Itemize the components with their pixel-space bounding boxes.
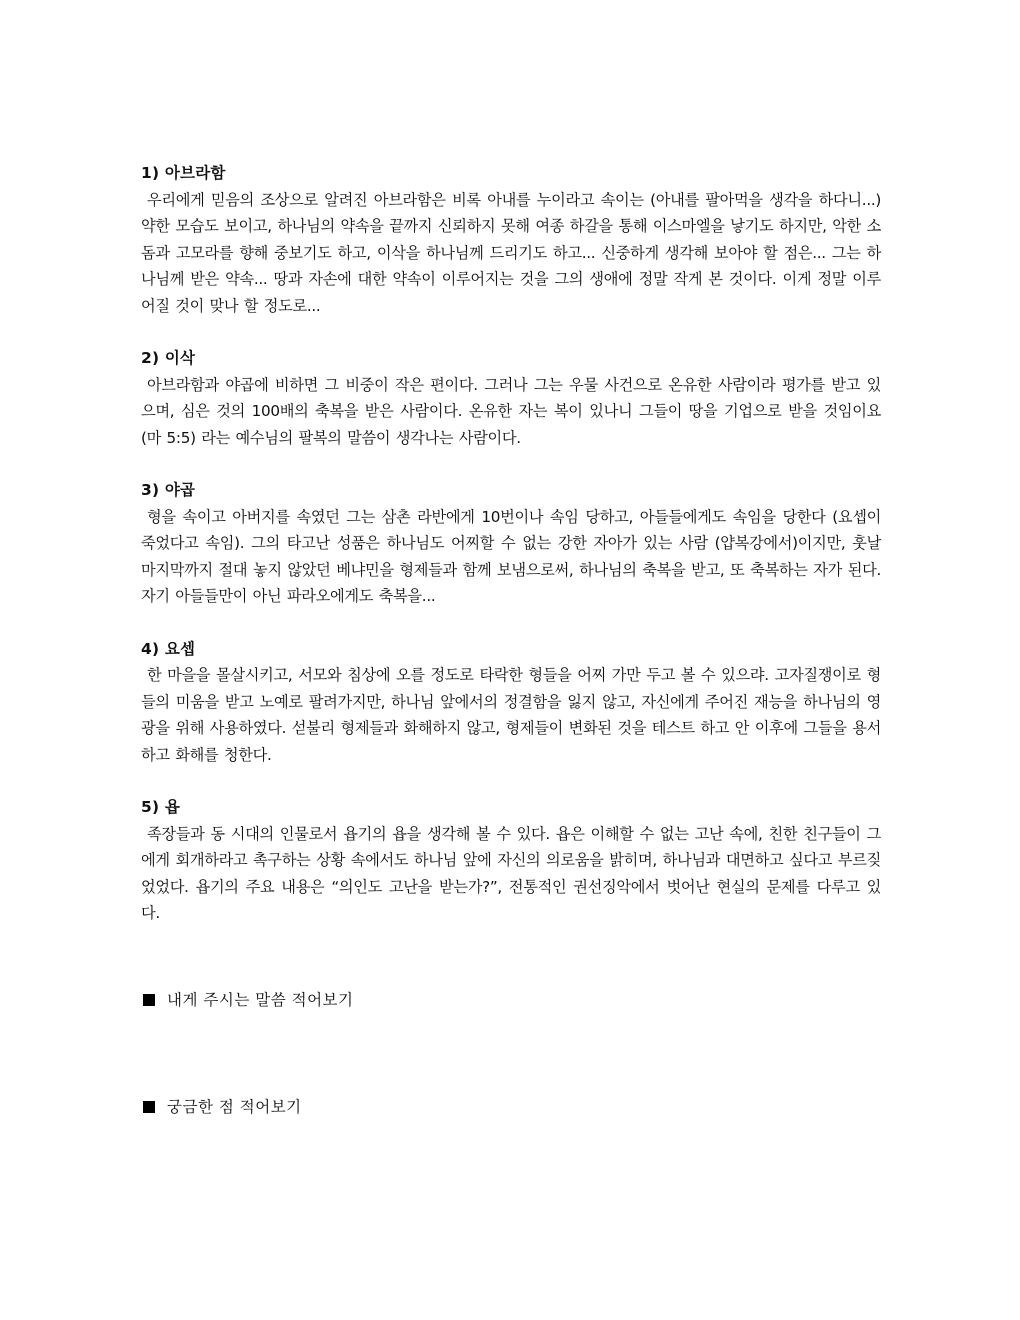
prompt-write-questions [143, 1095, 302, 1119]
section-paragraph [141, 821, 881, 927]
black-square-icon [143, 1101, 155, 1113]
prompt-label: 내게 주시는 말씀 적어보기 [167, 991, 354, 1009]
section-paragraph [141, 504, 881, 610]
section-jacob [141, 477, 881, 610]
section-joseph [141, 636, 881, 769]
section-abraham [141, 160, 881, 319]
paragraph-text: 우리에게 믿음의 조상으로 알려진 아브라함은 비록 아내를 누이라고 속이는 (아내를 팔아먹을 생각을 하다니...) 약한 모습도 보이고, 하나님의 약속을 끝까지 신뢰하지 못해 여종 하갈을 통해 이스마엘을 낳기도 하지만, 악한 소돔과 고모라를 향해 중보기도 하고, 이삭을 하나님께 드리기도 하고... 신중하게 생각해 보아야 할 점은... 그는 하나님께 받은 약속... 땅과 자손에 대한 약속이 이루어지는 것을 그의 생애에 정말 작게 본 것이다. 이게 정말 이루어질 것이 맞나 할 정도로... [141, 190, 881, 315]
section-title: 4) 요셉 [141, 639, 196, 658]
section-job [141, 794, 881, 927]
section-title: 1) 아브라함 [141, 164, 226, 182]
paragraph-text: 아브라함과 야곱에 비하면 그 비중이 작은 편이다. 그러나 그는 우물 사건으로 온유한 사람이라 평가를 받고 있으며, 심은 것의 100배의 축복을 받은 사람이다. 온유한 자는 복이 있나니 그들이 땅을 기업으로 받을 것임이요 (마 5:5) 라는 예수님의 팔복의 말씀이 생각나는 사람이다. [141, 375, 881, 447]
section-isaac [141, 345, 881, 451]
section-paragraph [141, 662, 881, 768]
section-title: 3) 야곱 [141, 481, 196, 499]
document-body [141, 160, 881, 953]
prompt-write-words [143, 988, 354, 1012]
black-square-icon [143, 994, 155, 1006]
section-title: 5) 욥 [141, 798, 181, 816]
section-paragraph [141, 187, 881, 320]
section-paragraph [141, 372, 881, 452]
paragraph-text: 한 마을을 몰살시키고, 서모와 침상에 오를 정도로 타락한 형들을 어찌 가만 두고 볼 수 있으랴. 고자질쟁이로 형들의 미움을 받고 노예로 팔려가지만, 하나님 앞에서의 정결함을 잃지 않고, 자신에게 주어진 재능을 하나님의 영광을 위해 사용하였다. 섣불리 형제들과 화해하지 않고, 형제들이 변화된 것을 테스트 하고 안 이후에 그들을 용서하고 화해를 청한다. [141, 666, 881, 764]
paragraph-text: 족장들과 동 시대의 인물로서 욥기의 욥을 생각해 볼 수 있다. 욥은 이해할 수 없는 고난 속에, 친한 친구들이 그에게 회개하라고 촉구하는 상황 속에서도 하나님 앞에 자신의 의로움을 밝히며, 하나님과 대면하고 싶다고 부르짖었었다. 욥기의 주요 내용은 “의인도 고난을 받는가?”, 전통적인 권선징악에서 벗어난 현실의 문제를 다루고 있다. [141, 824, 881, 922]
prompt-label: 궁금한 점 적어보기 [167, 1098, 302, 1116]
section-title: 2) 이삭 [141, 349, 196, 367]
paragraph-text: 형을 속이고 아버지를 속였던 그는 삼촌 라반에게 10번이나 속임 당하고, 아들들에게도 속임을 당한다 (요셉이 죽었다고 속임). 그의 타고난 성품은 하나님도 어찌할 수 없는 강한 자아가 있는 사람 (얍복강에서)이지만, 훗날 마지막까지 절대 놓지 않았던 베냐민을 형제들과 함께 보냄으로써, 하나님의 축복을 받고, 또 축복하는 자가 된다. 자기 아들들만이 아닌 파라오에게도 축복을... [141, 507, 881, 605]
